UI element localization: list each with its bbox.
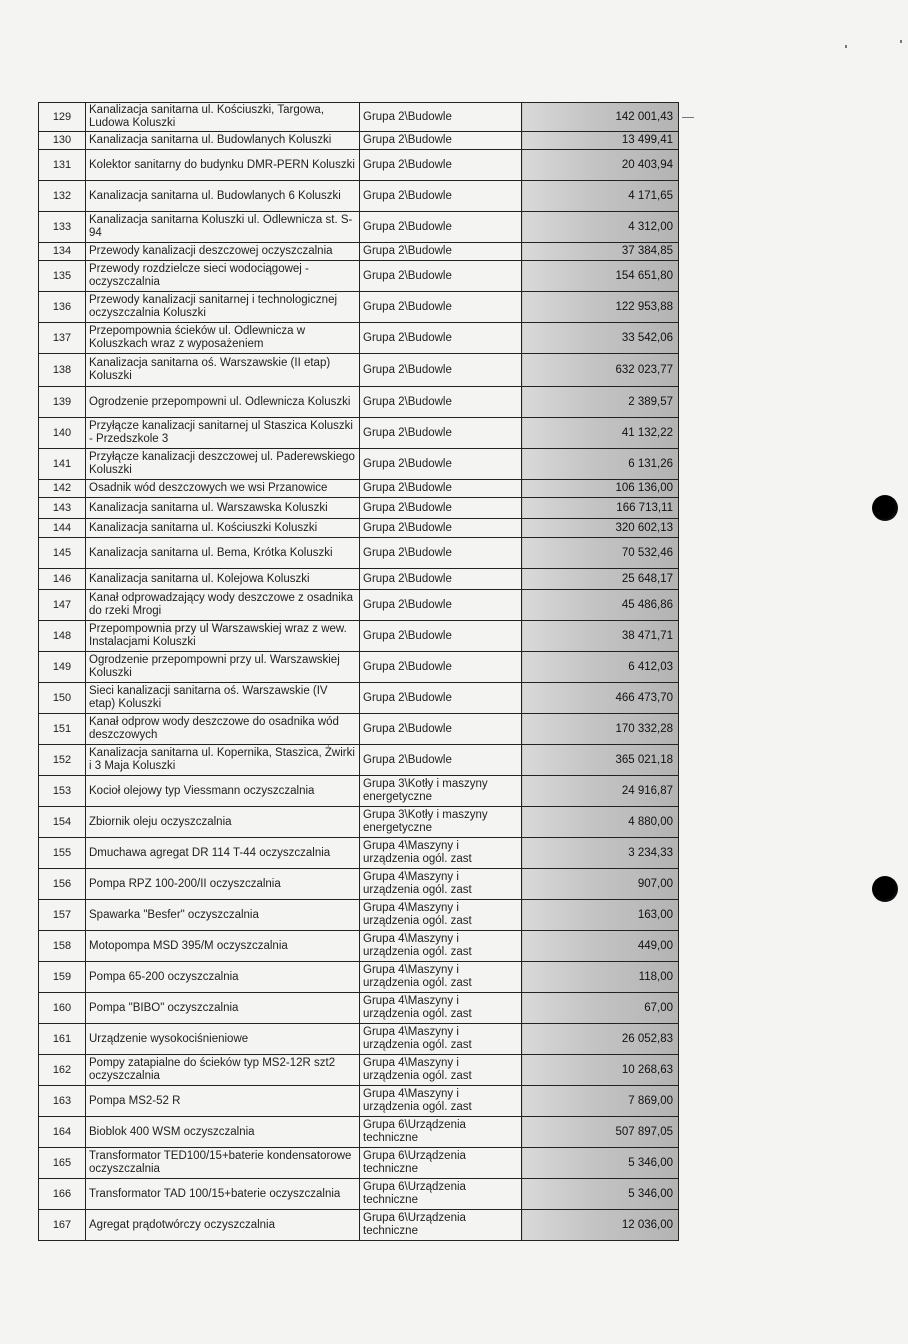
table-row — [39, 480, 679, 498]
row-number: 157 — [39, 900, 86, 931]
asset-name: Kanał odprowadzający wody deszczowe z osadnika do rzeki Mrogi — [86, 590, 360, 621]
table-row — [39, 449, 679, 480]
asset-group: Grupa 4\Maszyny i urządzenia ogól. zast — [360, 993, 522, 1024]
asset-name: Przewody kanalizacji deszczowej oczyszczalnia — [86, 243, 360, 261]
table-row — [39, 652, 679, 683]
asset-value: 320 602,13 — [522, 519, 679, 538]
asset-table — [38, 102, 679, 1241]
scan-speck — [845, 45, 847, 48]
table-row — [39, 354, 679, 387]
asset-group: Grupa 2\Budowle — [360, 261, 522, 292]
row-number: 142 — [39, 480, 86, 498]
asset-group: Grupa 3\Kotły i maszyny energetyczne — [360, 807, 522, 838]
table-row — [39, 807, 679, 838]
asset-table-body — [39, 103, 679, 1241]
row-number: 167 — [39, 1210, 86, 1241]
asset-name: Kanalizacja sanitarna ul. Budowlanych 6 Koluszki — [86, 181, 360, 212]
asset-value: 3 234,33 — [522, 838, 679, 869]
table-row — [39, 993, 679, 1024]
asset-name: Pompa RPZ 100-200/II oczyszczalnia — [86, 869, 360, 900]
asset-name: Kanalizacja sanitarna ul. Kolejowa Koluszki — [86, 569, 360, 590]
row-number: 139 — [39, 387, 86, 418]
row-number: 156 — [39, 869, 86, 900]
asset-value: 6 412,03 — [522, 652, 679, 683]
table-row — [39, 590, 679, 621]
asset-value: 37 384,85 — [522, 243, 679, 261]
asset-name: Przewody rozdzielcze sieci wodociągowej - oczyszczalnia — [86, 261, 360, 292]
asset-value: 67,00 — [522, 993, 679, 1024]
asset-group: Grupa 2\Budowle — [360, 569, 522, 590]
asset-name: Kolektor sanitarny do budynku DMR-PERN Koluszki — [86, 150, 360, 181]
asset-group: Grupa 6\Urządzenia techniczne — [360, 1148, 522, 1179]
table-row — [39, 132, 679, 150]
asset-group: Grupa 2\Budowle — [360, 519, 522, 538]
asset-group: Grupa 2\Budowle — [360, 323, 522, 354]
asset-name: Sieci kanalizacji sanitarna oś. Warszawskie (IV etap) Koluszki — [86, 683, 360, 714]
asset-name: Przepompownia ścieków ul. Odlewnicza w Koluszkach wraz z wyposażeniem — [86, 323, 360, 354]
asset-value: 7 869,00 — [522, 1086, 679, 1117]
row-number: 166 — [39, 1179, 86, 1210]
row-number: 160 — [39, 993, 86, 1024]
table-row — [39, 1024, 679, 1055]
asset-value: 142 001,43 — [522, 103, 679, 132]
table-row — [39, 1055, 679, 1086]
asset-group: Grupa 2\Budowle — [360, 212, 522, 243]
row-number: 134 — [39, 243, 86, 261]
asset-name: Kanalizacja sanitarna oś. Warszawskie (II etap) Koluszki — [86, 354, 360, 387]
asset-name: Przewody kanalizacji sanitarnej i technologicznej oczyszczalnia Koluszki — [86, 292, 360, 323]
asset-group: Grupa 2\Budowle — [360, 418, 522, 449]
row-number: 129 — [39, 103, 86, 132]
asset-value: 466 473,70 — [522, 683, 679, 714]
table-row — [39, 683, 679, 714]
row-number: 149 — [39, 652, 86, 683]
asset-group: Grupa 2\Budowle — [360, 132, 522, 150]
row-number: 151 — [39, 714, 86, 745]
asset-group: Grupa 2\Budowle — [360, 652, 522, 683]
asset-value: 507 897,05 — [522, 1117, 679, 1148]
asset-group: Grupa 2\Budowle — [360, 745, 522, 776]
asset-group: Grupa 6\Urządzenia techniczne — [360, 1210, 522, 1241]
table-row — [39, 212, 679, 243]
asset-group: Grupa 4\Maszyny i urządzenia ogól. zast — [360, 962, 522, 993]
table-row — [39, 1117, 679, 1148]
scan-speck — [900, 40, 902, 43]
table-row — [39, 323, 679, 354]
table-row — [39, 621, 679, 652]
row-number: 163 — [39, 1086, 86, 1117]
asset-value: 4 171,65 — [522, 181, 679, 212]
table-row — [39, 745, 679, 776]
table-row — [39, 838, 679, 869]
asset-value: 118,00 — [522, 962, 679, 993]
row-number: 148 — [39, 621, 86, 652]
table-row — [39, 261, 679, 292]
asset-value: 4 312,00 — [522, 212, 679, 243]
asset-group: Grupa 2\Budowle — [360, 103, 522, 132]
row-number: 141 — [39, 449, 86, 480]
table-row — [39, 103, 679, 132]
asset-name: Motopompa MSD 395/M oczyszczalnia — [86, 931, 360, 962]
asset-group: Grupa 4\Maszyny i urządzenia ogól. zast — [360, 1024, 522, 1055]
asset-name: Kanalizacja sanitarna Koluszki ul. Odlewnicza st. S-94 — [86, 212, 360, 243]
row-number: 138 — [39, 354, 86, 387]
asset-name: Agregat prądotwórczy oczyszczalnia — [86, 1210, 360, 1241]
table-row — [39, 776, 679, 807]
table-row — [39, 1179, 679, 1210]
row-number: 143 — [39, 498, 86, 519]
asset-name: Pompa 65-200 oczyszczalnia — [86, 962, 360, 993]
table-row — [39, 292, 679, 323]
asset-group: Grupa 2\Budowle — [360, 243, 522, 261]
row-number: 158 — [39, 931, 86, 962]
asset-group: Grupa 2\Budowle — [360, 449, 522, 480]
asset-group: Grupa 3\Kotły i maszyny energetyczne — [360, 776, 522, 807]
table-row — [39, 1148, 679, 1179]
row-number: 152 — [39, 745, 86, 776]
asset-group: Grupa 2\Budowle — [360, 354, 522, 387]
table-row — [39, 150, 679, 181]
table-row — [39, 387, 679, 418]
row-number: 154 — [39, 807, 86, 838]
asset-name: Transformator TED100/15+baterie kondensatorowe oczyszczalnia — [86, 1148, 360, 1179]
row-number: 145 — [39, 538, 86, 569]
asset-value: 10 268,63 — [522, 1055, 679, 1086]
asset-value: 26 052,83 — [522, 1024, 679, 1055]
row-number: 162 — [39, 1055, 86, 1086]
table-row — [39, 962, 679, 993]
asset-value: 6 131,26 — [522, 449, 679, 480]
asset-name: Ogrodzenie przepompowni ul. Odlewnicza Koluszki — [86, 387, 360, 418]
asset-value: 5 346,00 — [522, 1179, 679, 1210]
asset-value: 163,00 — [522, 900, 679, 931]
asset-value: 70 532,46 — [522, 538, 679, 569]
asset-value: 154 651,80 — [522, 261, 679, 292]
asset-value: 41 132,22 — [522, 418, 679, 449]
asset-group: Grupa 4\Maszyny i urządzenia ogól. zast — [360, 931, 522, 962]
punch-hole-top — [872, 495, 898, 521]
asset-group: Grupa 2\Budowle — [360, 150, 522, 181]
row-number: 161 — [39, 1024, 86, 1055]
asset-name: Kanalizacja sanitarna ul. Warszawska Koluszki — [86, 498, 360, 519]
table-row — [39, 900, 679, 931]
table-row — [39, 538, 679, 569]
asset-group: Grupa 2\Budowle — [360, 480, 522, 498]
asset-value: 122 953,88 — [522, 292, 679, 323]
row-number: 133 — [39, 212, 86, 243]
asset-group: Grupa 4\Maszyny i urządzenia ogól. zast — [360, 1086, 522, 1117]
asset-value: 2 389,57 — [522, 387, 679, 418]
row-number: 140 — [39, 418, 86, 449]
asset-name: Kanał odprow wody deszczowe do osadnika wód deszczowych — [86, 714, 360, 745]
asset-name: Urządzenie wysokociśnieniowe — [86, 1024, 360, 1055]
asset-name: Dmuchawa agregat DR 114 T-44 oczyszczalnia — [86, 838, 360, 869]
asset-value: 24 916,87 — [522, 776, 679, 807]
asset-name: Przyłącze kanalizacji sanitarnej ul Staszica Koluszki - Przedszkole 3 — [86, 418, 360, 449]
asset-name: Kanalizacja sanitarna ul. Kopernika, Staszica, Żwirki i 3 Maja Koluszki — [86, 745, 360, 776]
asset-group: Grupa 2\Budowle — [360, 621, 522, 652]
row-number: 159 — [39, 962, 86, 993]
asset-name: Ogrodzenie przepompowni przy ul. Warszawskiej Koluszki — [86, 652, 360, 683]
table-row — [39, 418, 679, 449]
asset-name: Kanalizacja sanitarna ul. Bema, Krótka Koluszki — [86, 538, 360, 569]
asset-name: Przepompownia przy ul Warszawskiej wraz z wew. Instalacjami Koluszki — [86, 621, 360, 652]
row-number: 153 — [39, 776, 86, 807]
row-number: 130 — [39, 132, 86, 150]
table-row — [39, 519, 679, 538]
table-row — [39, 1210, 679, 1241]
row-number: 165 — [39, 1148, 86, 1179]
table-row — [39, 243, 679, 261]
asset-value: 33 542,06 — [522, 323, 679, 354]
row-number: 155 — [39, 838, 86, 869]
asset-value: 4 880,00 — [522, 807, 679, 838]
row-number: 137 — [39, 323, 86, 354]
asset-name: Spawarka "Besfer" oczyszczalnia — [86, 900, 360, 931]
asset-name: Kanalizacja sanitarna ul. Kościuszki, Targowa, Ludowa Koluszki — [86, 103, 360, 132]
asset-name: Kanalizacja sanitarna ul. Kościuszki Koluszki — [86, 519, 360, 538]
asset-group: Grupa 4\Maszyny i urządzenia ogól. zast — [360, 1055, 522, 1086]
asset-value: 365 021,18 — [522, 745, 679, 776]
asset-group: Grupa 2\Budowle — [360, 538, 522, 569]
row-number: 135 — [39, 261, 86, 292]
asset-group: Grupa 2\Budowle — [360, 498, 522, 519]
asset-name: Transformator TAD 100/15+baterie oczyszczalnia — [86, 1179, 360, 1210]
table-row — [39, 181, 679, 212]
asset-value: 449,00 — [522, 931, 679, 962]
asset-name: Pompa "BIBO" oczyszczalnia — [86, 993, 360, 1024]
asset-name: Pompa MS2-52 R — [86, 1086, 360, 1117]
asset-group: Grupa 4\Maszyny i urządzenia ogól. zast — [360, 869, 522, 900]
asset-value: 632 023,77 — [522, 354, 679, 387]
asset-group: Grupa 2\Budowle — [360, 590, 522, 621]
asset-group: Grupa 6\Urządzenia techniczne — [360, 1179, 522, 1210]
asset-group: Grupa 2\Budowle — [360, 292, 522, 323]
asset-value: 166 713,11 — [522, 498, 679, 519]
asset-name: Bioblok 400 WSM oczyszczalnia — [86, 1117, 360, 1148]
row-number: 144 — [39, 519, 86, 538]
asset-name: Kanalizacja sanitarna ul. Budowlanych Koluszki — [86, 132, 360, 150]
asset-group: Grupa 2\Budowle — [360, 714, 522, 745]
row-number: 131 — [39, 150, 86, 181]
asset-group: Grupa 4\Maszyny i urządzenia ogól. zast — [360, 900, 522, 931]
row-number: 136 — [39, 292, 86, 323]
asset-value: 45 486,86 — [522, 590, 679, 621]
asset-name: Pompy zatapialne do ścieków typ MS2-12R szt2 oczyszczalnia — [86, 1055, 360, 1086]
asset-group: Grupa 2\Budowle — [360, 683, 522, 714]
asset-group: Grupa 2\Budowle — [360, 181, 522, 212]
table-row — [39, 931, 679, 962]
asset-value: 907,00 — [522, 869, 679, 900]
row-number: 146 — [39, 569, 86, 590]
table-row — [39, 714, 679, 745]
table-row — [39, 569, 679, 590]
asset-value: 13 499,41 — [522, 132, 679, 150]
row-number: 132 — [39, 181, 86, 212]
punch-hole-bottom — [872, 876, 898, 902]
asset-value: 38 471,71 — [522, 621, 679, 652]
asset-value: 25 648,17 — [522, 569, 679, 590]
asset-name: Przyłącze kanalizacji deszczowej ul. Paderewskiego Koluszki — [86, 449, 360, 480]
asset-value: 106 136,00 — [522, 480, 679, 498]
asset-name: Zbiornik oleju oczyszczalnia — [86, 807, 360, 838]
asset-name: Osadnik wód deszczowych we wsi Przanowice — [86, 480, 360, 498]
asset-group: Grupa 4\Maszyny i urządzenia ogól. zast — [360, 838, 522, 869]
asset-name: Kocioł olejowy typ Viessmann oczyszczalnia — [86, 776, 360, 807]
row-number: 150 — [39, 683, 86, 714]
asset-value: 170 332,28 — [522, 714, 679, 745]
row-number: 164 — [39, 1117, 86, 1148]
asset-value: 12 036,00 — [522, 1210, 679, 1241]
asset-group: Grupa 6\Urządzenia techniczne — [360, 1117, 522, 1148]
table-row — [39, 498, 679, 519]
asset-value: 5 346,00 — [522, 1148, 679, 1179]
asset-group: Grupa 2\Budowle — [360, 387, 522, 418]
asset-value: 20 403,94 — [522, 150, 679, 181]
table-row — [39, 1086, 679, 1117]
row-number: 147 — [39, 590, 86, 621]
table-row — [39, 869, 679, 900]
scan-speck — [682, 117, 694, 118]
